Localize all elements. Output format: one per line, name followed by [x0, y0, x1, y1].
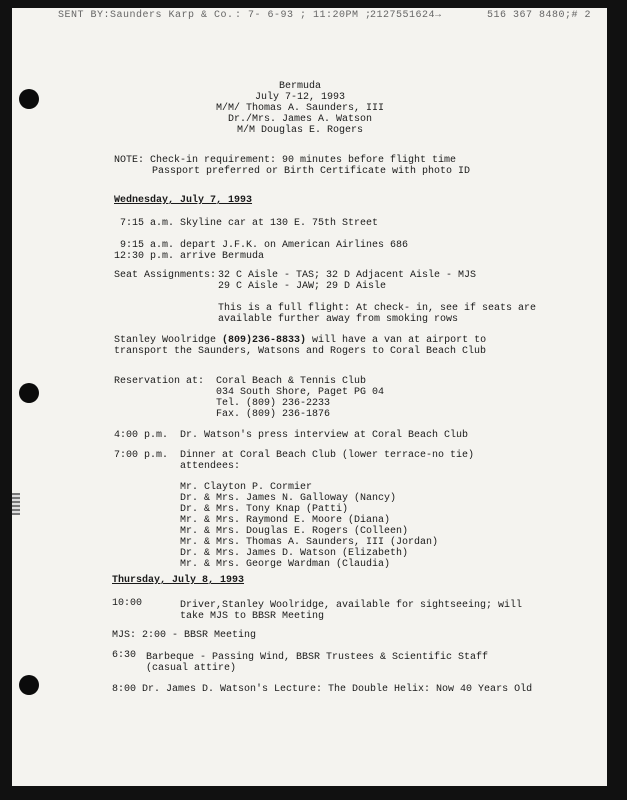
press-text: Dr. Watson's press interview at Coral Beach Club [180, 430, 469, 441]
bbq-text: Barbeque - Passing Wind, BBSR Trustees & Scientific Staff [146, 652, 489, 663]
schedule-car: 7:15 a.m. Skyline car at 130 E. 75th Street [120, 218, 379, 229]
schedule-arrive: 12:30 p.m. arrive Bermuda [114, 251, 265, 262]
title-guest: Dr./Mrs. James A. Watson [227, 114, 373, 125]
dinner-time: 7:00 p.m. [114, 450, 169, 461]
punch-hole [19, 675, 39, 695]
van-line: transport the Saunders, Watsons and Rogers to Coral Beach Club [114, 346, 487, 357]
title-guest: M/M/ Thomas A. Saunders, III [215, 103, 385, 114]
day-heading-wednesday: Wednesday, July 7, 1993 [114, 195, 253, 206]
attendees-label: attendees: [180, 461, 241, 472]
day-heading-thursday: Thursday, July 8, 1993 [112, 575, 245, 586]
bbq-text: (casual attire) [146, 663, 237, 674]
attendee: Mr. & Mrs. George Wardman (Claudia) [180, 559, 391, 570]
seat-line: 32 C Aisle - TAS; 32 D Adjacent Aisle - MJS [218, 270, 477, 281]
seat-line: 29 C Aisle - JAW; 29 D Aisle [218, 281, 387, 292]
van-line [114, 335, 486, 346]
reservation-label: Reservation at: [114, 376, 205, 387]
reservation-line: Fax. (809) 236-1876 [216, 409, 331, 420]
reservation-line: Tel. (809) 236-2233 [216, 398, 331, 409]
driver-time: 10:00 [112, 598, 143, 609]
seat-label: Seat Assignments: [114, 270, 217, 281]
full-flight-note: available further away from smoking rows [218, 314, 459, 325]
reservation-line: Coral Beach & Tennis Club [216, 376, 367, 387]
bbq-time: 6:30 [112, 650, 137, 661]
title-place: Bermuda [278, 81, 321, 92]
lecture: 8:00 Dr. James D. Watson's Lecture: The Double Helix: Now 40 Years Old [112, 684, 533, 695]
fax-datetime: : 7- 6-93 ; 11:20PM ; [235, 10, 372, 21]
van-text: will have a van at airport to [306, 335, 487, 346]
press-time: 4:00 p.m. [114, 430, 169, 441]
reservation-line: 034 South Shore, Paget PG 04 [216, 387, 385, 398]
attendee: Mr. Clayton P. Cormier [180, 482, 313, 493]
attendee: Mr. & Mrs. Douglas E. Rogers (Colleen) [180, 526, 409, 537]
mjs-meeting: MJS: 2:00 - BBSR Meeting [112, 630, 257, 641]
scan-artifact [12, 493, 20, 515]
van-phone: (809)236-8833) [222, 335, 307, 346]
fax-from-number: 2127551624→ [370, 10, 442, 21]
title-dates: July 7-12, 1993 [254, 92, 345, 103]
full-flight-note: This is a full flight: At check- in, see if seats are [218, 303, 537, 314]
attendee: Mr. & Mrs. Thomas A. Saunders, III (Jordan) [180, 537, 439, 548]
note-line: NOTE: Check-in requirement: 90 minutes before flight time [114, 155, 457, 166]
attendee: Dr. & Mrs. James N. Galloway (Nancy) [180, 493, 397, 504]
driver-text: Driver,Stanley Woolridge, available for sightseeing; will [180, 600, 523, 611]
title-guest: M/M Douglas E. Rogers [236, 125, 364, 136]
fax-sender: SENT BY:Saunders Karp & Co. [58, 10, 234, 21]
van-driver: Stanley Woolridge [114, 335, 223, 346]
driver-text: take MJS to BBSR Meeting [180, 611, 325, 622]
note-line: Passport preferred or Birth Certificate with photo ID [152, 166, 471, 177]
punch-hole [19, 383, 39, 403]
attendee: Dr. & Mrs. Tony Knap (Patti) [180, 504, 349, 515]
dinner-text: Dinner at Coral Beach Club (lower terrace-no tie) [180, 450, 475, 461]
fax-to-number: 516 367 8480;# 2 [487, 10, 592, 21]
schedule-depart: 9:15 a.m. depart J.F.K. on American Airlines 686 [120, 240, 409, 251]
attendee: Mr. & Mrs. Raymond E. Moore (Diana) [180, 515, 391, 526]
attendee: Dr. & Mrs. James D. Watson (Elizabeth) [180, 548, 409, 559]
